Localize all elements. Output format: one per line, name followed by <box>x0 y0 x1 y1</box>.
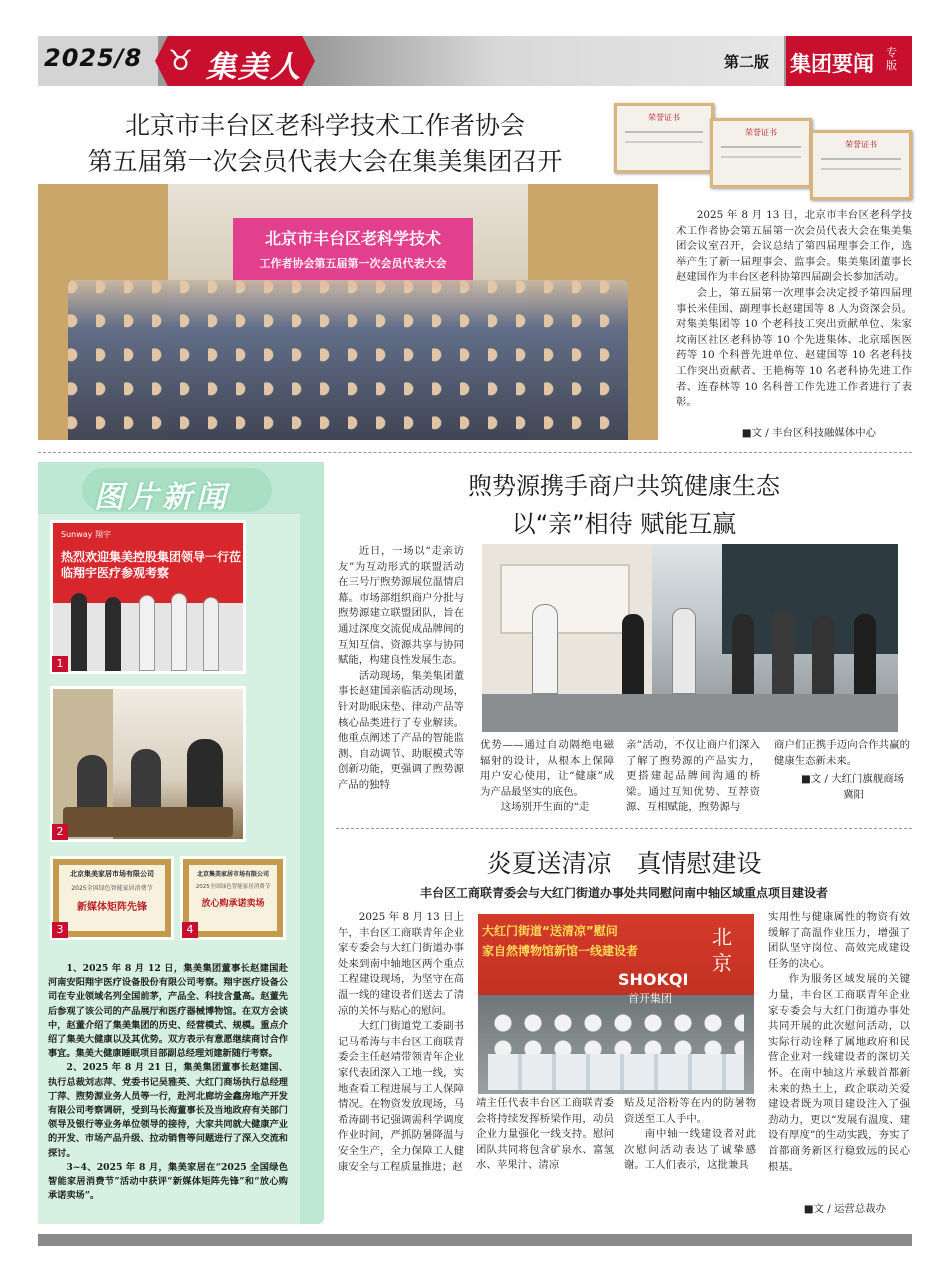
article3-subtitle: 丰台区工商联青委会与大红门街道办事处共同慰问南中轴区域重点项目建设者 <box>419 886 828 900</box>
paragraph: 2025 年 8 月 13 日，北京市丰台区老科学技术工作者协会第五届第一次会员代表大会在集美集团会议室召开，会议总结了第四届理事会工作，选举产生了新一届理事会、监事会。集美集团董事长赵建国作为丰台区老科协第四届副会长参加活动。 <box>676 209 912 284</box>
construction-photo <box>478 914 754 1094</box>
article2-credit-2: 冀阳 <box>843 789 864 801</box>
article3-col1 <box>338 910 464 1175</box>
logo-mark-icon: ♉ <box>168 44 194 77</box>
paragraph: 大红门街道党工委副书记马希涛与丰台区工商联青委会主任赵靖带领青年企业家代表团深入工地一线，实地查看工程进展与工人保障情况。在物资发放现场，马希涛副书记强调需科学调度作业时间，严抓防暑降温与安全生产，全力保障工人健康安全与工程质量推进；赵 <box>338 1020 464 1173</box>
section-title: 集团要闻 <box>790 52 874 76</box>
certificate-photo-3 <box>810 130 912 200</box>
article2-col1 <box>338 544 464 794</box>
caption: 1、2025 年 8 月 12 日，集美集团董事长赵建国赴河南安阳翔宇医疗设备股份有限公司考察。翔宇医疗设备公司在专业领域名列全国前茅，产品全、科技含量高。赵董先后参观了该公司的产品展厅和医疗器械博物馆。在双方会谈中，赵董介绍了集美集团的历史、经营模式、规模。重点介绍了集美大健康以及其优势。双方表示有意愿继续商讨合作事宜。集美大健康睡眠项目部副总经理刘建新随行考察。 <box>48 963 288 1060</box>
welcome-banner: 热烈欢迎集美控股集团领导一行莅临翔宇医疗参观考察 <box>61 550 241 580</box>
article2-credit-1: ■文 / 大红门旗舰商场 <box>800 773 904 785</box>
photo-number-1: 1 <box>52 656 68 672</box>
photo-brand-1: SHOKQI <box>618 970 689 989</box>
photo-banner-line2: 家自然博物馆新馆一线建设者 <box>482 944 639 958</box>
photo-news-heading: 图片新闻 <box>94 480 230 515</box>
certificate-title: 荣誉证书 <box>745 128 777 137</box>
showroom-photo <box>482 544 898 732</box>
photo-banner-line1: 大红门街道“送清凉”慰问 <box>482 924 618 938</box>
paragraph: 贴及足浴粉等在内的防暑物资送至工人手中。 <box>624 1097 756 1125</box>
photo-number-2: 2 <box>52 824 68 840</box>
article1-body <box>676 208 912 411</box>
photo-news-captions <box>48 962 288 1203</box>
article3-col4 <box>768 910 910 1175</box>
divider <box>336 828 912 829</box>
article2-col3 <box>626 738 760 816</box>
header-right-light <box>310 36 784 86</box>
photo-number-4: 4 <box>182 922 198 938</box>
logo-text: 集美人 <box>206 50 302 85</box>
certificate-photo-2 <box>710 118 812 188</box>
paragraph: 2025 年 8 月 13 日上午，丰台区工商联青年企业家专委会与大红门街道办事处来到南中轴地区两个重点工程建设现场，为坚守在高温一线的建设者们送去了清凉的关怀与贴心的慰问。 <box>338 911 464 1017</box>
caption: 3~4、2025 年 8 月，集美家居在“2025 全国绿色智能家居消费节”活动中获评“新媒体矩阵先锋”和“放心购承诺卖场”。 <box>48 1161 288 1202</box>
paragraph: 商户们正携手迈向合作共赢的健康生态新未来。 <box>774 739 910 767</box>
paragraph: 活动现场，集美集团董事长赵建国亲临活动现场，针对助眠床垫、律动产品等核心品类进行了专业解读。他重点阐述了产品的智能监测、自动调节、助眠模式等创新功能，更强调了煦势源产品的独特 <box>338 669 464 791</box>
article3-col2 <box>476 1096 614 1174</box>
plaque-event: 2025全国绿色智能家居消费节 <box>195 884 271 890</box>
photo-news-photo-1 <box>50 520 246 674</box>
article1-title-line1: 北京市丰台区老科学技术工作者协会 <box>124 111 525 140</box>
attendees-crowd <box>68 280 628 440</box>
article1-credit: ■文 / 丰台区科技融媒体中心 <box>741 427 876 439</box>
plaque-company: 北京集美家居市场有限公司 <box>196 871 269 878</box>
plaque-company: 北京集美家居市场有限公司 <box>70 870 154 878</box>
article3-title: 炎夏送清凉 真情慰建设 <box>486 849 762 878</box>
article3-credit: ■文 / 运营总裁办 <box>803 1203 886 1215</box>
group-photo <box>38 184 658 440</box>
divider <box>38 452 912 453</box>
paragraph: 近日，一场以“走亲访友”为互动形式的联盟活动在三号厅煦势源展位温情启幕。市场部组织商户分批与煦势源建立联盟团队，旨在通过深度交流促成品牌间的互知互信、资源共享与协同赋能，构建良性发展生态。 <box>338 545 464 667</box>
certificate-title: 荣誉证书 <box>845 140 877 149</box>
paragraph: 实用性与健康属性的物资有效缓解了高温作业压力，增强了团队坚守岗位、高效完成建设任务的决心。 <box>768 911 910 970</box>
article2-title-line2: 以“亲”相待 赋能互赢 <box>511 510 737 538</box>
photo-brand-2: 首开集团 <box>628 992 672 1005</box>
article1-title-line2: 第五届第一次会员代表大会在集美集团召开 <box>87 147 563 176</box>
article2-col4 <box>774 738 910 769</box>
photo-news-photo-2 <box>50 686 246 842</box>
plaque-event: 2025全国绿色智能家居消费节 <box>71 885 153 892</box>
photo-news-plaque-3 <box>50 856 174 940</box>
brand-label: Sunway 翔宇 <box>61 530 111 539</box>
article2-title-line1: 煦势源携手商户共筑健康生态 <box>468 472 780 500</box>
plaque-award: 新媒体矩阵先锋 <box>77 902 147 913</box>
certificate-photo-1 <box>614 103 714 173</box>
issue-date: 2025/8 <box>44 44 143 72</box>
paragraph: 靖主任代表丰台区工商联青委会将持续发挥桥梁作用，动员企业力量强化一线支持。慰问团队共同将包含矿泉水、富氢水、苹果汁、清凉 <box>476 1097 614 1172</box>
paragraph: 这场别开生面的“走 <box>500 801 590 814</box>
certificate-title: 荣誉证书 <box>648 113 680 122</box>
paragraph: 作为服务区域发展的关键力量，丰台区工商联青年企业家专委会与大红门街道办事处共同开展的此次慰问活动，以实际行动诠释了属地政府和民营企业对一线建设者的深切关怀。在南中轴这片承载首都新未来的热土上，政企联动关爱建设者既为项目建设注入了强劲动力，更以“发展有温度、建设有厚度”的生动实践，夯实了首都商务新区行稳致远的民心根基。 <box>768 973 910 1173</box>
edition-label: 第二版 <box>724 53 770 71</box>
caption: 2、2025 年 8 月 21 日，集美集团董事长赵建国、执行总裁刘志萍、党委书记吴雅英、大红门商场执行总经理丁萍、煦势源业务人员等一行，赴河北廊坊金鑫房地产开发有限公司考察调研，受到马长海董事长及当地政府有关部门领导及银行等业务单位领导的接待，大家共同就大健康产业的开发、市场产品升级、拉动销售等问题进行了深入交流和探讨。 <box>48 1062 288 1159</box>
paragraph: 优势——通过自动隔绝电磁辐射的设计，从根本上保障用户安心使用，让“健康”成为产品最坚实的底色。 <box>480 739 614 798</box>
paragraph: 南中轴一线建设者对此次慰问活动表达了诚挚感谢。工人们表示，这批兼具 <box>624 1128 756 1172</box>
paragraph: 亲”活动，不仅让商户们深入了解了煦势源的产品实力，更搭建起品牌间沟通的桥梁。通过互知优势、互荐资源、互相赋能，煦势源与 <box>626 739 760 814</box>
article3-col3 <box>624 1096 756 1174</box>
paragraph: 会上，第五届第一次理事会决定授予第四届理事长米佳国、副理事长赵建国等 8 人为资深会员。对集美集团等 10 个老科技工突出贡献单位、朱家坟南区社区老科协等 10 个先进集体、北京瑶医医药等 10 个科普先进单位、赵建国等 10 名老科技工作突出贡献者、王艳梅等 10 名老科协先进工作者、连春林等 10 名科普工作先进工作者进行了表彰。 <box>676 286 912 409</box>
footer-bar <box>38 1234 912 1246</box>
photo-number-3: 3 <box>52 922 68 938</box>
section-tag: 专版 <box>886 46 897 72</box>
plaque-award: 放心购承诺卖场 <box>201 899 265 909</box>
meeting-banner: 北京市丰台区老科学技术 工作者协会第五届第一次会员代表大会 <box>233 218 473 288</box>
article2-col2 <box>480 738 614 816</box>
photo-side-text: 北京 <box>712 925 732 975</box>
